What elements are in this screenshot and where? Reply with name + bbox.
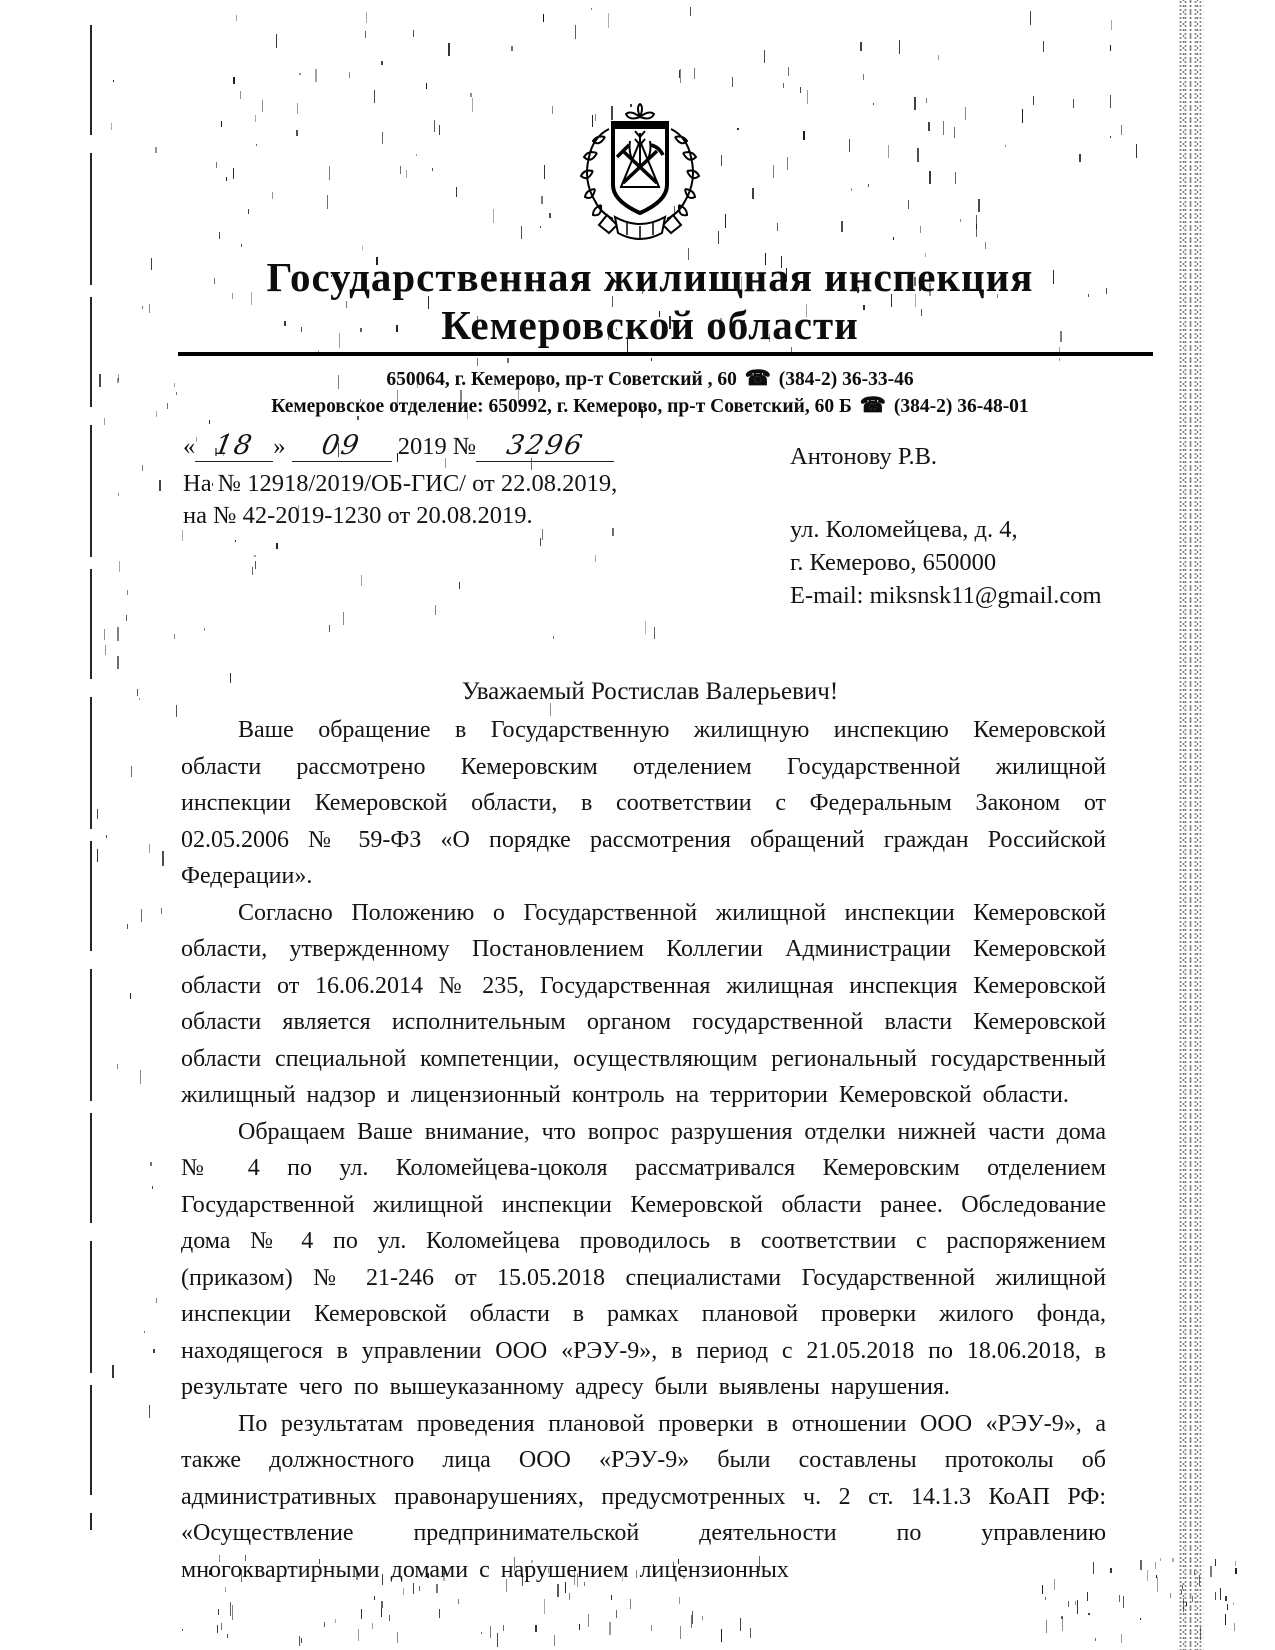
body-paragraph: По результатам проведения плановой проверки в отношении ООО «РЭУ-9», а также должностного лица ООО «РЭУ-9» были составлены протоколы об административных правонарушениях, предусмотренных ч. 2 ст. 14.1.3 КоАП РФ: «Осуществление предпринимательской деятельности по управлению многоквартирными домами с нарушением лицензионных [181, 1410, 1106, 1583]
address-main-text: 650064, г. Кемерово, пр-т Советский , 60 [386, 369, 737, 390]
kemerovo-coat-of-arms-icon [565, 103, 715, 251]
outgoing-date-line [183, 430, 617, 462]
phone-icon: ☎ [859, 393, 886, 417]
body-paragraph: Согласно Положению о Государственной жилищной инспекции Кемеровской области, утвержденному Постановлением Коллегии Администрации Кемеровской области от 16.06.2014 № 235, Государственная жилищная инспекция Кемеровской области является исполнительным органом государственной власти Кемеровской области специальной компетенции, осуществляющим региональный государственный жилищный надзор и лицензионный контроль на территории Кемеровской области. [181, 899, 1106, 1108]
quote-open: « [183, 433, 196, 460]
left-fold-line [90, 25, 92, 1530]
outgoing-month-handwritten: 09 [319, 430, 364, 461]
in-reply-line-2: на № 42-2019-1230 от 20.08.2019. [183, 502, 533, 529]
header-divider-rule [178, 352, 1153, 358]
recipient-block [790, 440, 1102, 612]
address-line-branch [150, 393, 1150, 418]
body-paragraph: Обращаем Ваше внимание, что вопрос разрушения отделки нижней части дома № 4 по ул. Коломейцева-цоколя рассматривался Кемеровским отделением Государственной жилищной инспекции Кемеровской области ранее. Обследование дома № 4 по ул. Коломейцева проводилось в соответствии с распоряжением (приказом) № 21-246 от 15.05.2018 специалистами Государственной жилищной инспекции Кемеровской области в рамках плановой проверки жилого фонда, находящегося в управлении ООО «РЭУ-9», в период с 21.05.2018 по 18.06.2018, в результате чего по вышеуказанному адресу были выявлены нарушения. [181, 1118, 1106, 1400]
recipient-street: ул. Коломейцева, д. 4, [790, 516, 1018, 543]
in-reply-line-1: На № 12918/2019/ОБ-ГИС/ от 22.08.2019, [183, 470, 618, 497]
outgoing-day-handwritten: 18 [212, 430, 257, 461]
quote-close: » [273, 433, 286, 460]
body-paragraph: Ваше обращение в Государственную жилищную инспекцию Кемеровской области рассмотрено Кемеровским отделением Государственной жилищной инспекции Кемеровской области, в соответствии с Федеральным Законом от 02.05.2006 № 59-ФЗ «О порядке рассмотрения обращений граждан Российской Федерации». [181, 717, 1106, 889]
address-branch-text: Кемеровское отделение: 650992, г. Кемерово, пр-т Советский, 60 Б [271, 396, 852, 417]
outgoing-year: 2019 [397, 433, 447, 460]
salutation: Уважаемый Ростислав Валерьевич! [461, 678, 839, 705]
phone-number-branch: (384-2) 36-48-01 [893, 396, 1029, 417]
org-name-line1: Государственная жилищная инспекция [266, 254, 1034, 300]
address-line-main [150, 366, 1150, 391]
number-sign: № [452, 433, 477, 460]
recipient-email: E-mail: miksnsk11@gmail.com [790, 582, 1102, 609]
phone-number-main: (384-2) 36-33-46 [778, 369, 914, 390]
org-name-line2: Кемеровской области [441, 302, 859, 348]
letter-body [181, 712, 1106, 1588]
right-scan-noise-band [1178, 0, 1204, 1650]
recipient-city: г. Кемерово, 650000 [790, 549, 997, 576]
recipient-name: Антонову Р.В. [790, 443, 938, 470]
phone-icon: ☎ [744, 366, 771, 390]
outgoing-number-handwritten: 3296 [504, 430, 587, 461]
reference-block [183, 430, 617, 532]
